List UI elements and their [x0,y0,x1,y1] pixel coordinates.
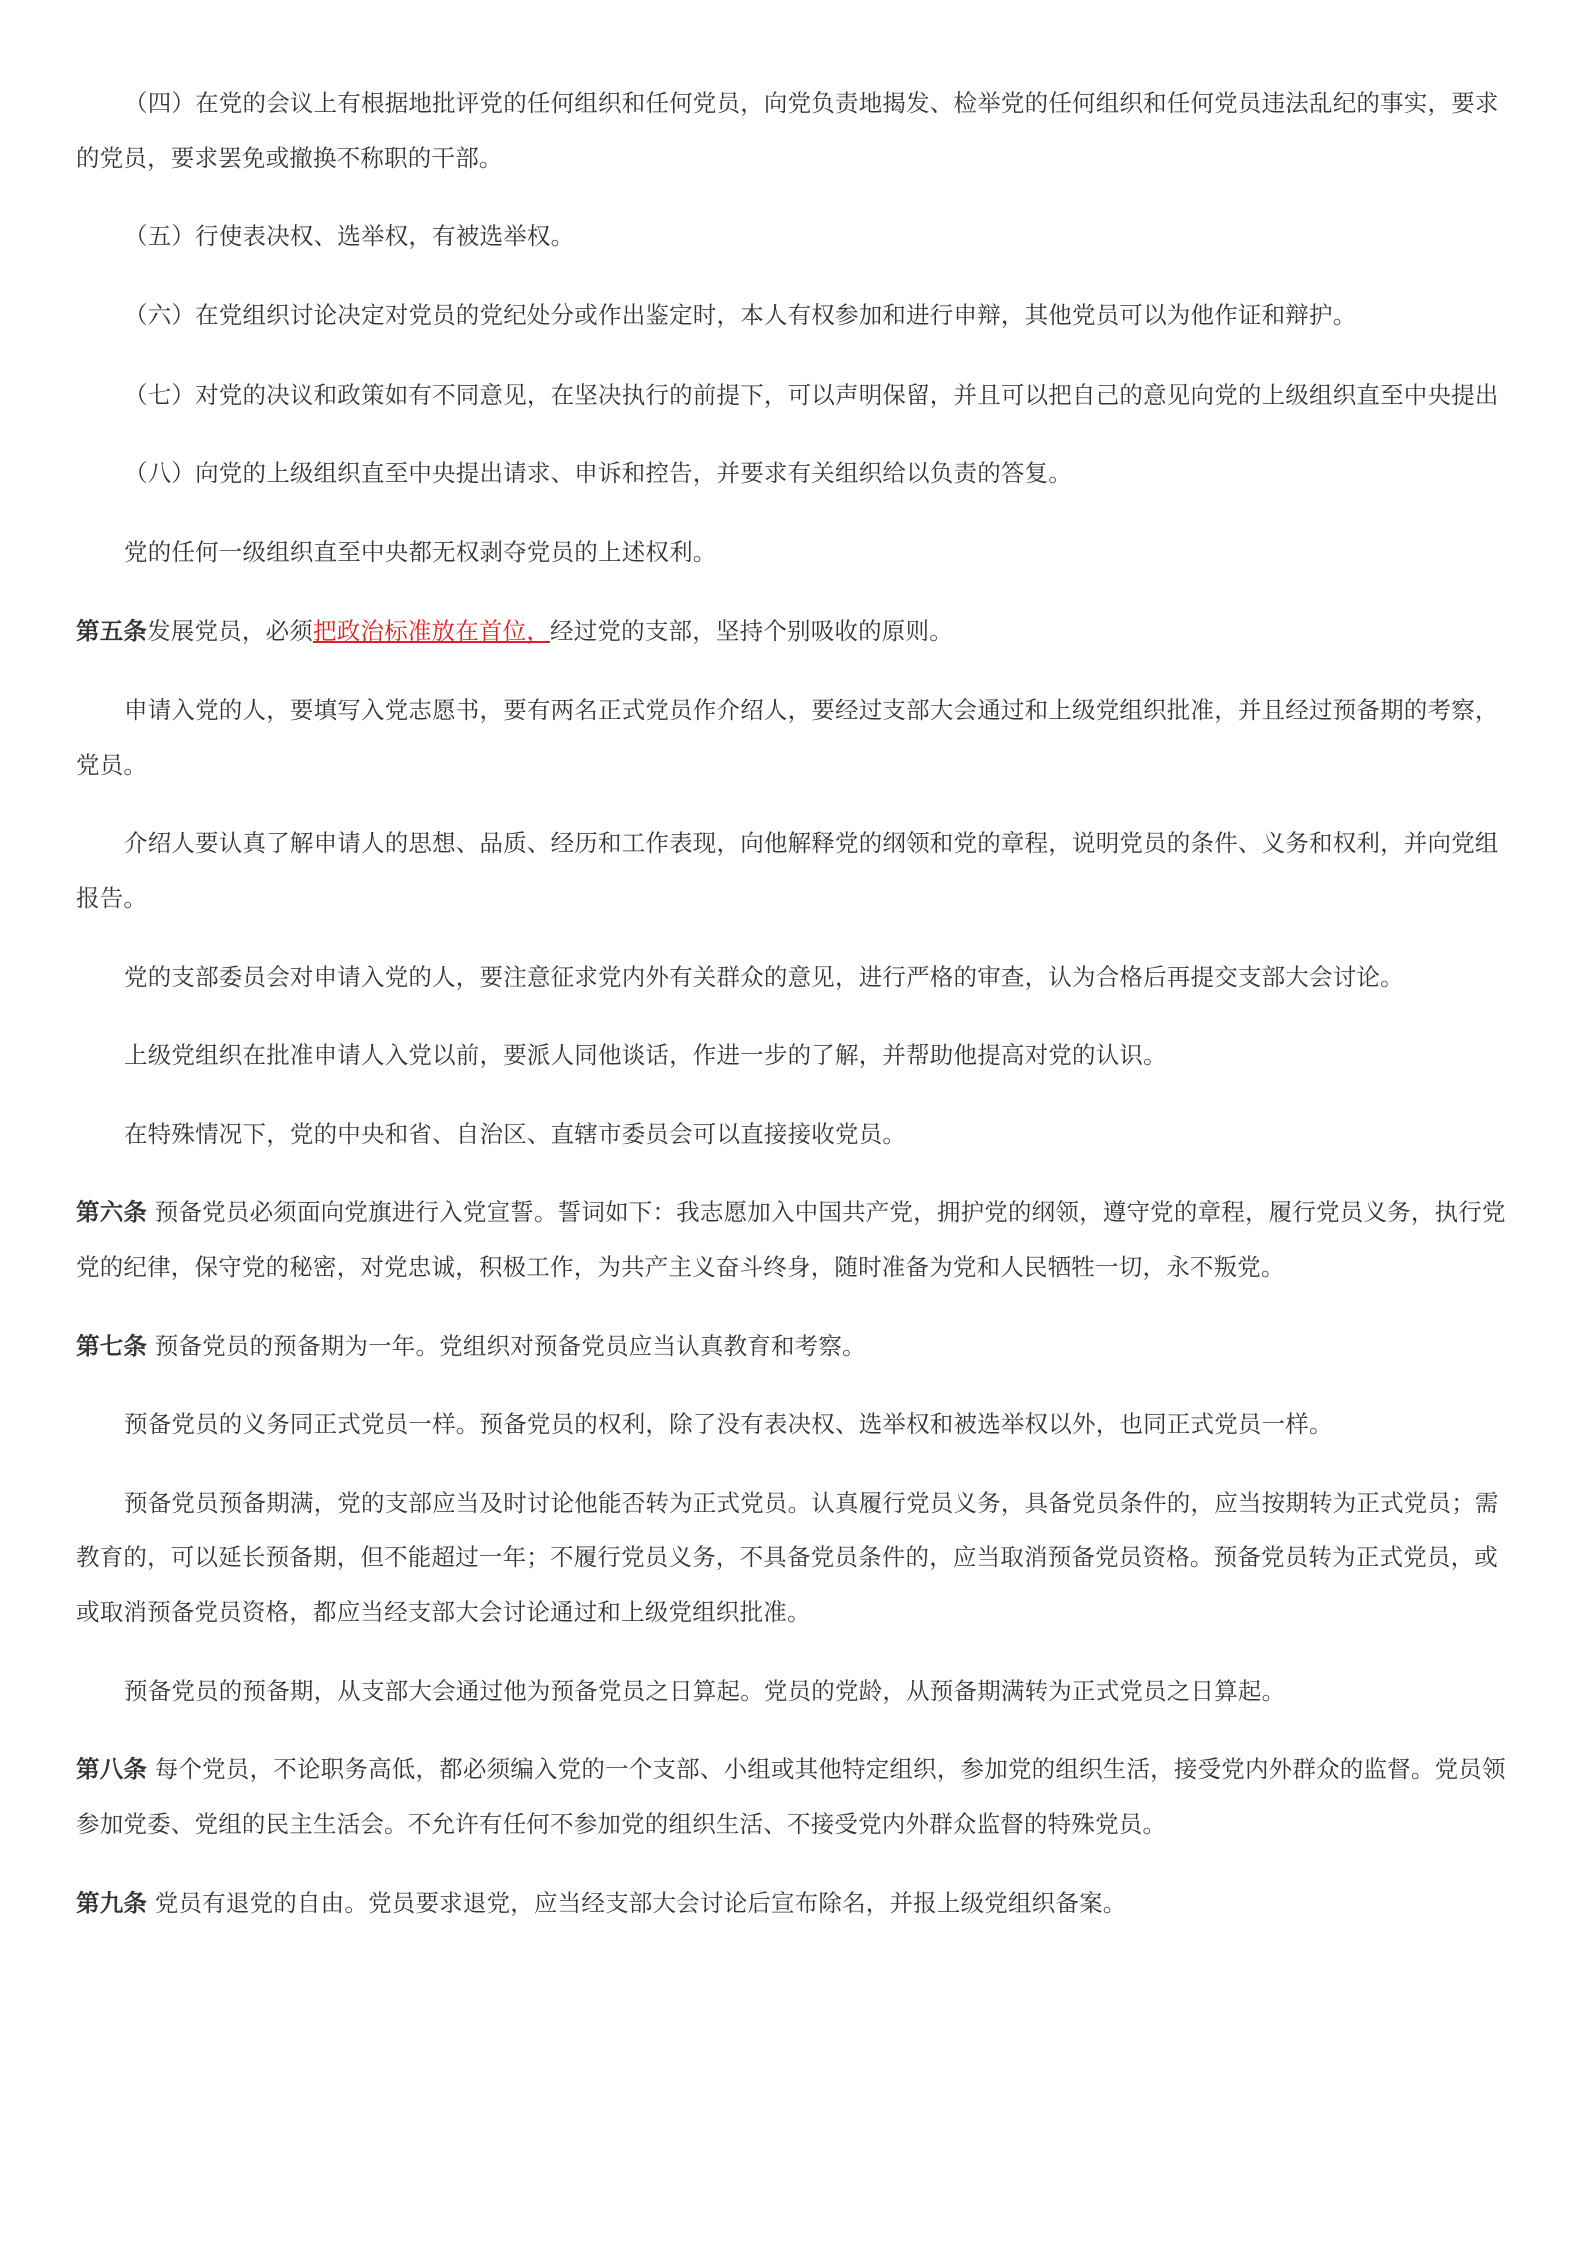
paragraph-line: 党员。 [76,751,148,779]
paragraph-line: 预备党员预备期满，党的支部应当及时讨论他能否转为正式党员。认真履行党员义务，具备党员条件的，应当按期转为正式党员；需 [124,1489,1499,1517]
paragraph-line: （四）在党的会议上有根据地批评党的任何组织和任何党员，向党负责地揭发、检举党的任何组织和任何党员违法乱纪的事实，要求 [124,89,1499,117]
paragraph-line: 党的纪律，保守党的秘密，对党忠诚，积极工作，为共产主义奋斗终身，随时准备为党和人民牺牲一切，永不叛党。 [76,1253,1285,1281]
paragraph-line: 党的支部委员会对申请入党的人，要注意征求党内外有关群众的意见，进行严格的审查，认为合格后再提交支部大会讨论。 [124,963,1404,991]
article-7-heading [76,1329,866,1363]
article-label: 第七条 [76,1332,148,1360]
article-9-heading [76,1886,1126,1920]
article-text: 发展党员，必须 [147,617,314,645]
paragraph-line: （八）向党的上级组织直至中央提出请求、申诉和控告，并要求有关组织给以负责的答复。 [124,459,1072,487]
paragraph-line: 党的任何一级组织直至中央都无权剥夺党员的上述权利。 [124,538,717,566]
article-6-heading [76,1195,1506,1229]
article-5-heading [76,614,953,648]
paragraph-line: 参加党委、党组的民主生活会。不允许有任何不参加党的组织生活、不接受党内外群众监督的特殊党员。 [76,1810,1167,1838]
paragraph-line: 报告。 [76,884,148,912]
article-text: 每个党员，不论职务高低，都必须编入党的一个支部、小组或其他特定组织，参加党的组织生活，接受党内外群众的监督。党员领 [147,1755,1506,1783]
article-text: 预备党员的预备期为一年。党组织对预备党员应当认真教育和考察。 [147,1332,866,1360]
paragraph-line: 或取消预备党员资格，都应当经支部大会讨论通过和上级党组织批准。 [76,1598,811,1626]
paragraph-line: 上级党组织在批准申请人入党以前，要派人同他谈话，作进一步的了解，并帮助他提高对党的认识。 [124,1041,1167,1069]
article-label: 第五条 [76,617,148,645]
article-8-heading [76,1752,1506,1786]
paragraph-line: 预备党员的义务同正式党员一样。预备党员的权利，除了没有表决权、选举权和被选举权以外，也同正式党员一样。 [124,1410,1333,1438]
article-label: 第八条 [76,1755,148,1783]
paragraph-line: 介绍人要认真了解申请人的思想、品质、经历和工作表现，向他解释党的纲领和党的章程，说明党员的条件、义务和权利，并向党组 [124,829,1499,857]
paragraph-line: 在特殊情况下，党的中央和省、自治区、直辖市委员会可以直接接收党员。 [124,1120,907,1148]
article-text: 党员有退党的自由。党员要求退党，应当经支部大会讨论后宣布除名，并报上级党组织备案。 [147,1889,1127,1917]
paragraph-line: （六）在党组织讨论决定对党员的党纪处分或作出鉴定时，本人有权参加和进行申辩，其他党员可以为他作证和辩护。 [124,301,1357,329]
paragraph-line: 的党员，要求罢免或撤换不称职的干部。 [76,144,503,172]
paragraph-line: 预备党员的预备期，从支部大会通过他为预备党员之日算起。党员的党龄，从预备期满转为正式党员之日算起。 [124,1677,1286,1705]
paragraph-line: （七）对党的决议和政策如有不同意见，在坚决执行的前提下，可以声明保留，并且可以把自己的意见向党的上级组织直至中央提出 [124,381,1499,409]
paragraph-line: （五）行使表决权、选举权，有被选举权。 [124,222,575,250]
article-text: 经过党的支部，坚持个别吸收的原则。 [550,617,953,645]
article-label: 第九条 [76,1889,148,1917]
article-text: 预备党员必须面向党旗进行入党宣誓。誓词如下：我志愿加入中国共产党，拥护党的纲领，遵守党的章程，履行党员义务，执行党 [147,1198,1506,1226]
paragraph-line: 申请入党的人，要填写入党志愿书，要有两名正式党员作介绍人，要经过支部大会通过和上级党组织批准，并且经过预备期的考察， [124,696,1499,724]
highlighted-link[interactable]: 把政治标准放在首位， [313,617,551,645]
article-label: 第六条 [76,1198,148,1226]
paragraph-line: 教育的，可以延长预备期，但不能超过一年；不履行党员义务，不具备党员条件的，应当取消预备党员资格。预备党员转为正式党员，或 [76,1543,1498,1571]
